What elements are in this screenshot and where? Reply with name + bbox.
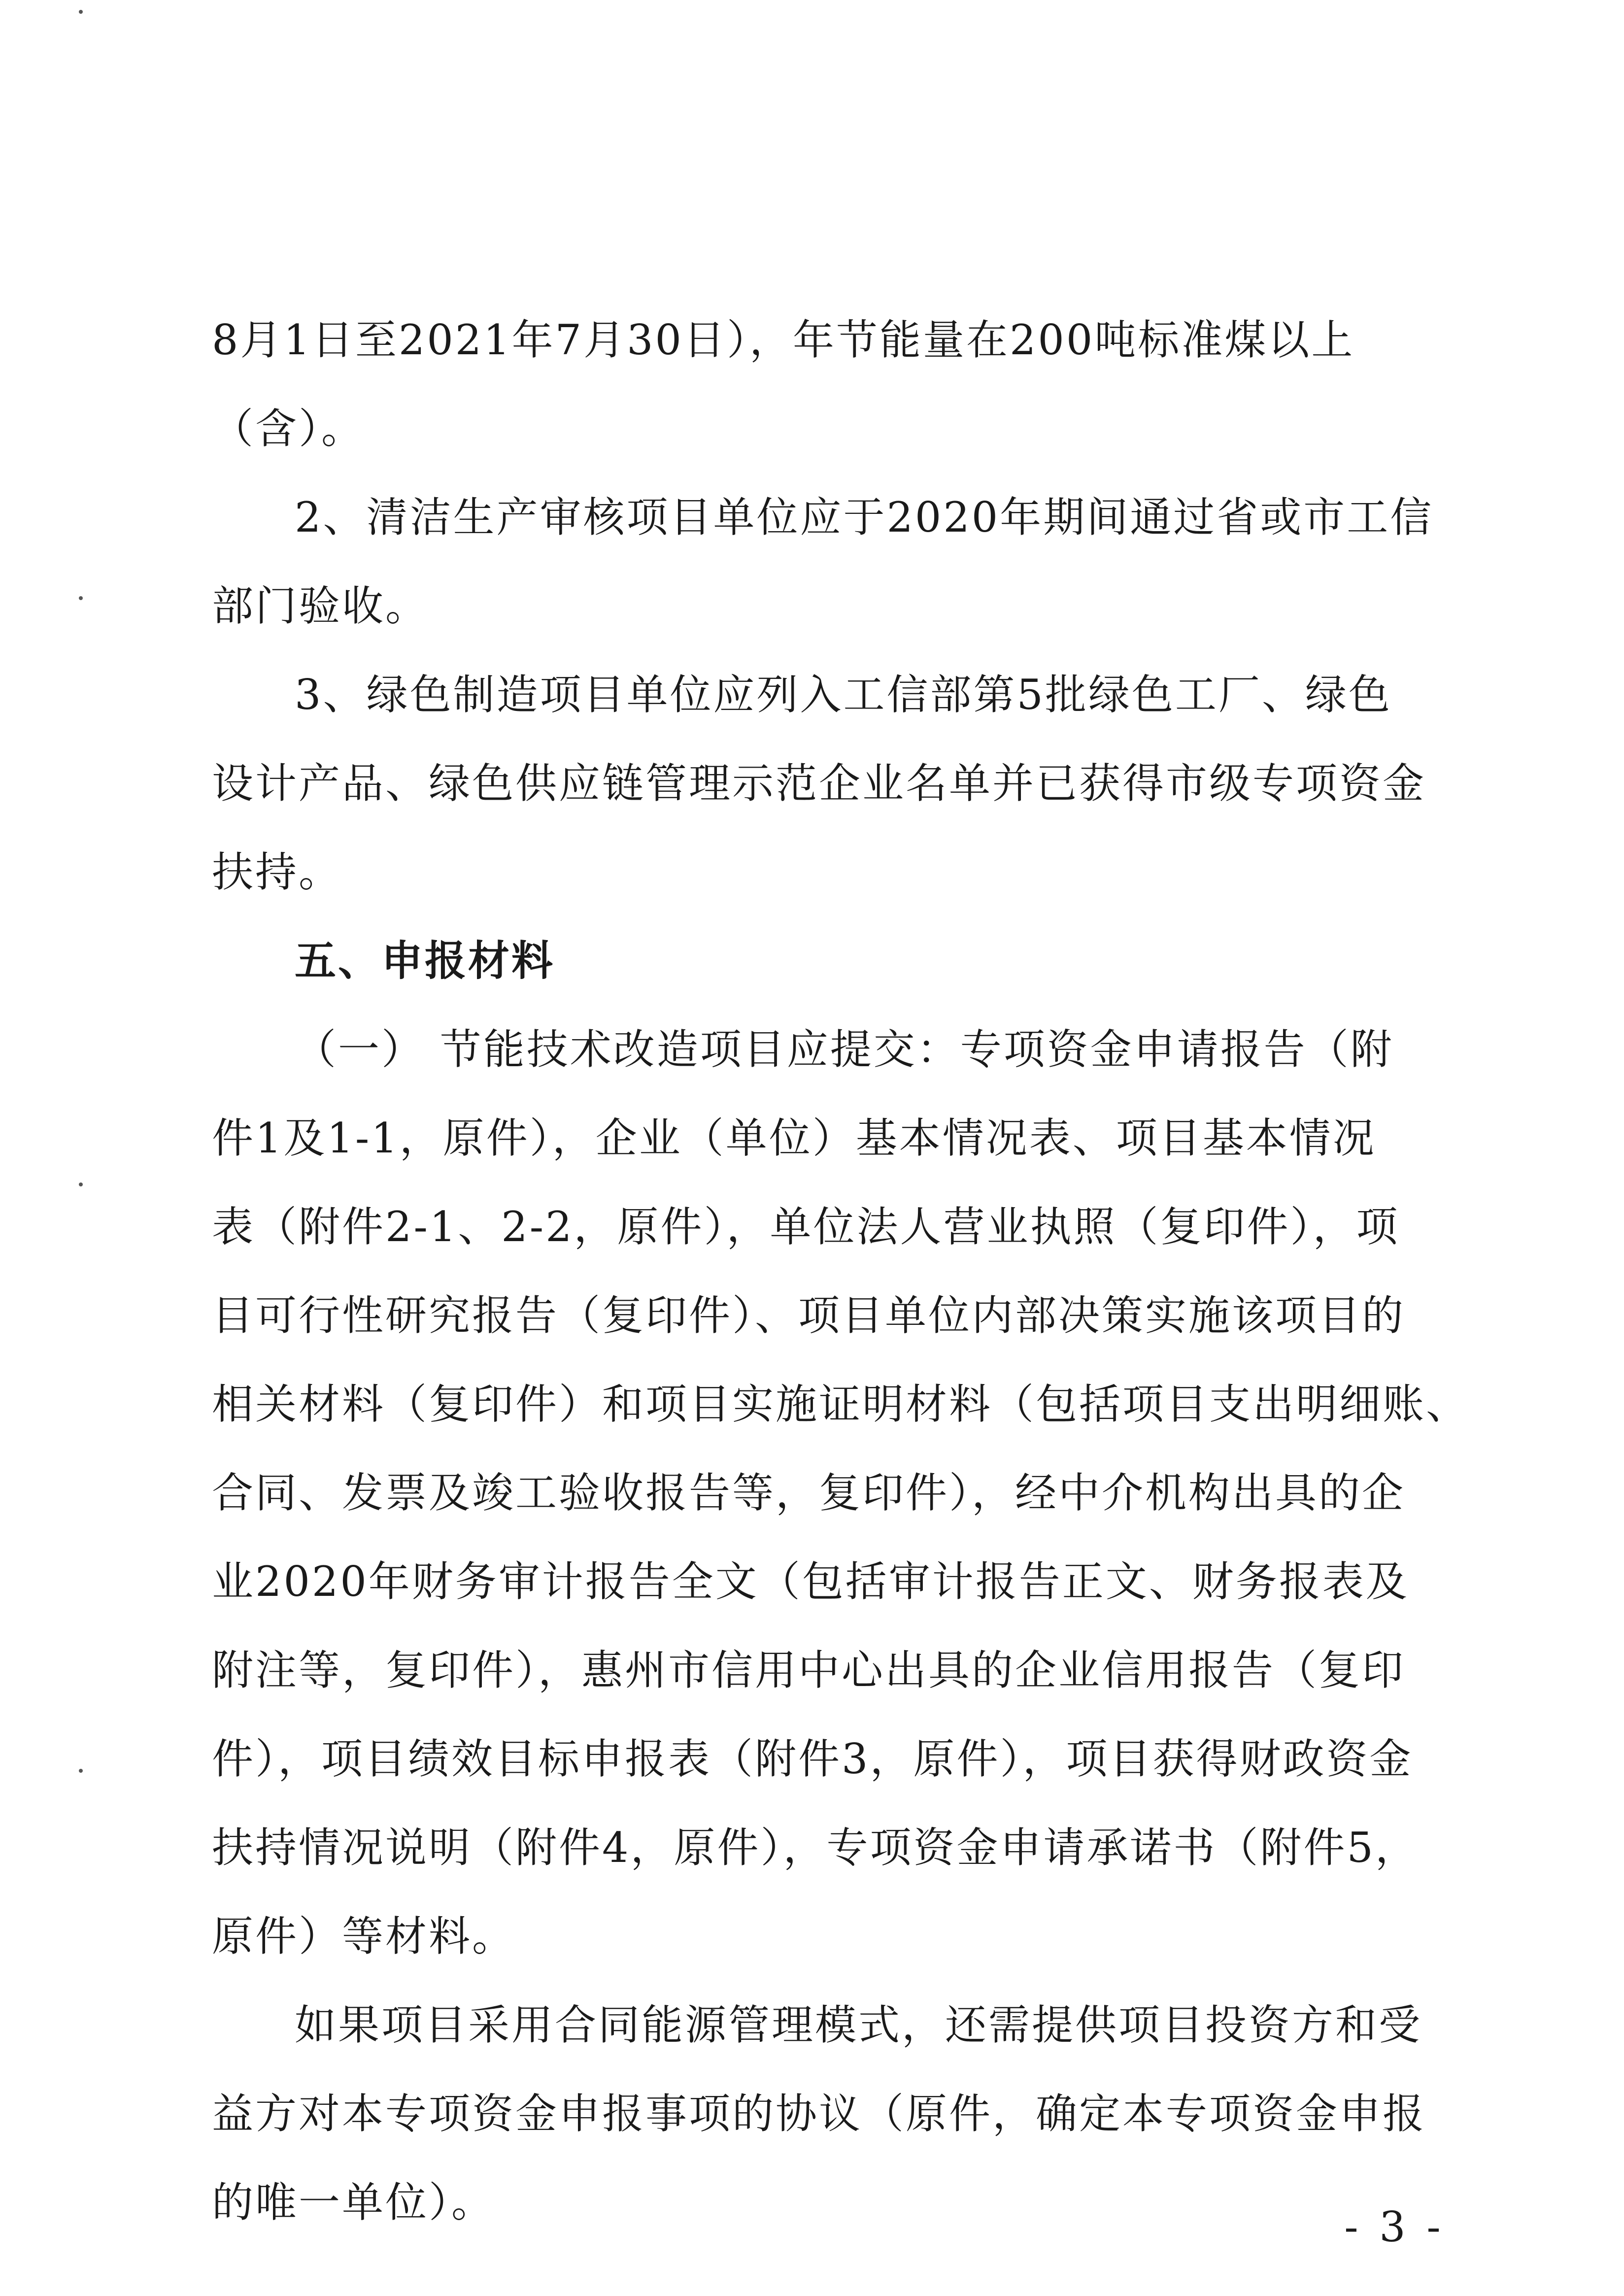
text-line: 扶持。: [212, 848, 342, 896]
text-line: 益方对本专项资金申报事项的协议（原件，确定本专项资金申报: [212, 2090, 1426, 2138]
text-line: 业2020年财务审计报告全文（包括审计报告正文、财务报表及: [212, 1557, 1409, 1606]
text-line: 合同、发票及竣工验收报告等，复印件），经中介机构出具的企: [212, 1469, 1406, 1517]
body-text: [212, 296, 1470, 2247]
text-line: 2、清洁生产审核项目单位应于2020年期间通过省或市工信: [295, 493, 1434, 541]
margin-mark: [79, 10, 83, 14]
section-heading: 五、申报材料: [295, 937, 555, 985]
text-line: （含）。: [212, 405, 365, 453]
text-line: 目可行性研究报告（复印件）、项目单位内部决策实施该项目的: [212, 1291, 1406, 1340]
page-number: - 3 -: [1344, 2203, 1445, 2251]
margin-mark: [79, 1769, 83, 1773]
text-line: 扶持情况说明（附件4，原件），专项资金申请承诺书（附件5，: [212, 1823, 1419, 1872]
text-line: 原件）等材料。: [212, 1912, 516, 1960]
text-line: 的唯一单位）。: [212, 2178, 495, 2227]
text-line: 件1及1-1，原件），企业（单位）基本情况表、项目基本情况: [212, 1114, 1376, 1162]
text-line: 如果项目采用合同能源管理模式，还需提供项目投资方和受: [295, 2001, 1422, 2049]
text-line: 相关材料（复印件）和项目实施证明材料（包括项目支出明细账、: [212, 1380, 1470, 1428]
text-line: 8月1日至2021年7月30日），年节能量在200吨标准煤以上: [212, 316, 1355, 364]
text-line: 3、绿色制造项目单位应列入工信部第5批绿色工厂、绿色: [295, 671, 1392, 719]
margin-mark: [79, 596, 83, 600]
text-line: 件），项目绩效目标申报表（附件3，原件），项目获得财政资金: [212, 1735, 1413, 1783]
margin-mark: [79, 1182, 83, 1186]
text-line: 设计产品、绿色供应链管理示范企业名单并已获得市级专项资金: [212, 759, 1426, 808]
text-line: 部门验收。: [212, 582, 429, 630]
text-line: 附注等，复印件），惠州市信用中心出具的企业信用报告（复印: [212, 1646, 1406, 1694]
text-line: （一） 节能技术改造项目应提交：专项资金申请报告（附: [295, 1025, 1394, 1074]
text-line: 表（附件2-1、2-2，原件），单位法人营业执照（复印件），项: [212, 1203, 1400, 1251]
